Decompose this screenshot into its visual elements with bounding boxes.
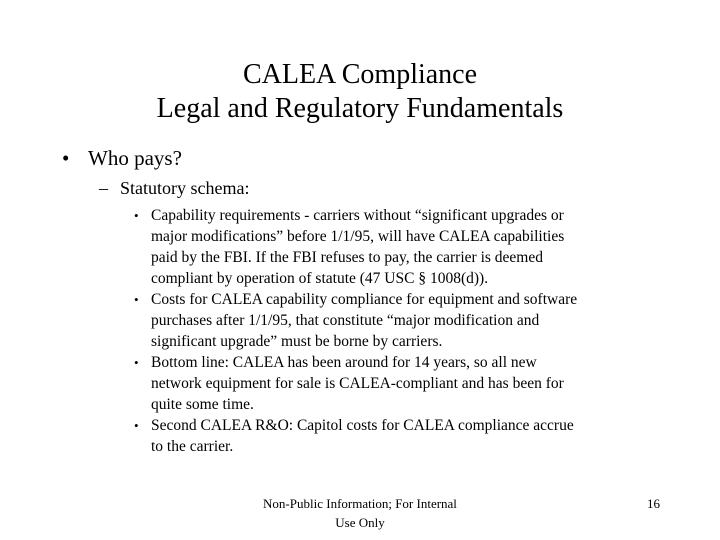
bullet-level2-text: Statutory schema: bbox=[120, 178, 250, 198]
list-item-line: Second CALEA R&O: Capitol costs for CALEA compliance accrue bbox=[151, 417, 574, 434]
bullet-dot-icon: • bbox=[134, 208, 139, 223]
list-item-line: significant upgrade” must be borne by carriers. bbox=[151, 333, 443, 350]
list-item-line: network equipment for sale is CALEA-compliant and has been for bbox=[151, 375, 564, 392]
bullet-dot-icon: • bbox=[62, 146, 70, 170]
footer-line-2: Use Only bbox=[335, 515, 385, 530]
list-item-line: Costs for CALEA capability compliance for equipment and software bbox=[151, 291, 578, 308]
list-item-line: purchases after 1/1/95, that constitute “major modification and bbox=[151, 312, 540, 329]
bullet-dot-icon: • bbox=[134, 355, 139, 370]
bullet-level2 bbox=[99, 177, 249, 199]
bullet-dot-icon: • bbox=[134, 292, 139, 307]
slide-title-line-1: CALEA Compliance bbox=[242, 59, 478, 90]
page-number: 16 bbox=[647, 496, 660, 511]
bullet-level1-text: Who pays? bbox=[88, 146, 182, 170]
footer-line-1: Non-Public Information; For Internal bbox=[263, 496, 457, 511]
list-item bbox=[134, 289, 660, 352]
slide-footer bbox=[240, 494, 480, 532]
bullet-level3-list bbox=[134, 205, 660, 457]
list-item bbox=[134, 415, 660, 457]
list-item bbox=[134, 352, 660, 415]
list-item-line: to the carrier. bbox=[151, 438, 234, 455]
slide-title bbox=[0, 58, 720, 126]
list-item-line: quite some time. bbox=[151, 396, 254, 413]
list-item-line: paid by the FBI. If the FBI refuses to pay, the carrier is deemed bbox=[151, 249, 543, 266]
list-item bbox=[134, 205, 660, 289]
bullet-dash-icon: – bbox=[99, 178, 108, 198]
list-item-line: Capability requirements - carriers without “significant upgrades or bbox=[151, 207, 564, 224]
list-item-line: major modifications” before 1/1/95, will have CALEA capabilities bbox=[151, 228, 565, 245]
list-item-line: Bottom line: CALEA has been around for 14 years, so all new bbox=[151, 354, 537, 371]
slide-title-line-2: Legal and Regulatory Fundamentals bbox=[156, 93, 564, 124]
bullet-dot-icon: • bbox=[134, 418, 139, 433]
bullet-level1 bbox=[62, 145, 182, 171]
list-item-line: compliant by operation of statute (47 USC § 1008(d)). bbox=[151, 270, 489, 287]
